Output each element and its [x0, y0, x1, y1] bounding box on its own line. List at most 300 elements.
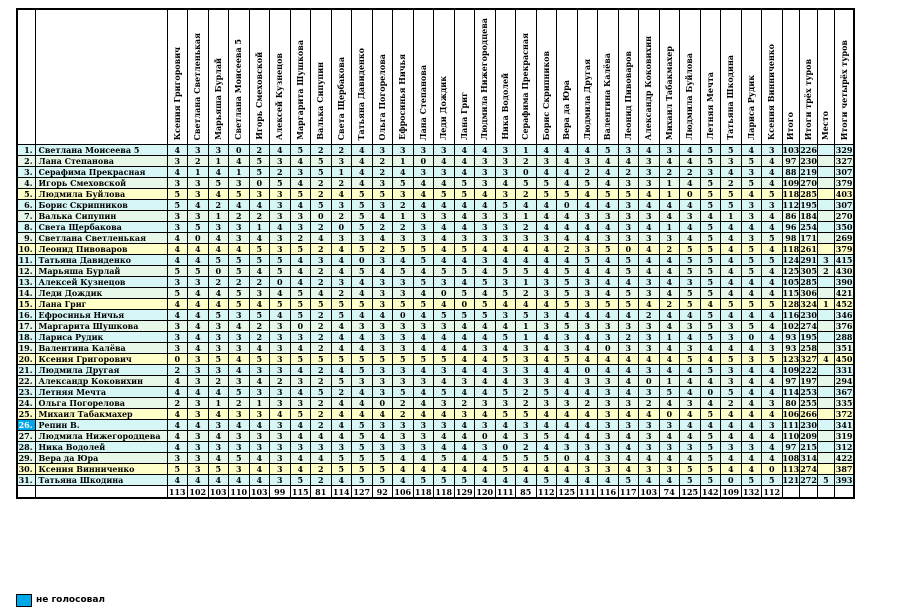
score-cell: 5 [331, 376, 352, 387]
score-cell: 4 [188, 310, 209, 321]
total-three-cell: 209 [800, 431, 817, 441]
total-cell: 105 [782, 277, 800, 287]
score-cell: 4 [762, 288, 783, 299]
score-cell: 4 [741, 343, 762, 354]
score-cell: 3 [434, 420, 455, 431]
score-cell: 5 [454, 244, 475, 255]
score-cell: 4 [331, 244, 352, 255]
score-cell: 4 [536, 266, 557, 277]
score-cell: 3 [516, 233, 537, 244]
legend-label: не голосовал [36, 595, 105, 605]
total-four-cell: 270 [835, 211, 853, 221]
score-cell: 4 [454, 156, 475, 167]
score-cell: 4 [741, 145, 762, 156]
participant-name: Татьяна Давиденко [35, 255, 167, 266]
score-cell: 4 [639, 453, 660, 464]
score-cell: 4 [454, 365, 475, 376]
score-cell: 5 [372, 475, 393, 486]
total-three-cell: 219 [800, 167, 817, 177]
score-cell: 5 [557, 277, 578, 288]
column-total: 116 [599, 486, 617, 497]
score-cell: 1 [659, 178, 680, 189]
score-cell: 3 [413, 211, 434, 222]
score-cell: 4 [290, 365, 311, 376]
score-cell: 4 [557, 387, 578, 398]
score-cell: 2 [618, 332, 639, 343]
score-cell: 2 [577, 398, 598, 409]
score-cell: 4 [413, 332, 434, 343]
row-number: 5. [17, 189, 35, 200]
score-cell: 3 [352, 321, 373, 332]
score-cell: 5 [352, 211, 373, 222]
score-cell: 4 [536, 200, 557, 211]
score-cell: 4 [229, 244, 250, 255]
score-cell: 3 [495, 211, 516, 222]
score-cell: 3 [659, 145, 680, 156]
score-cell: 3 [598, 376, 619, 387]
score-cell: 3 [680, 321, 701, 332]
row-number: 12. [17, 266, 35, 277]
score-cell: 4 [536, 343, 557, 354]
score-cell: 3 [290, 332, 311, 343]
score-cell: 3 [598, 398, 619, 409]
score-cell: 4 [229, 321, 250, 332]
score-cell: 5 [372, 189, 393, 200]
total-three-cell: 305 [800, 266, 817, 276]
column-total: 127 [353, 486, 371, 497]
score-cell: 5 [618, 255, 639, 266]
place-cell [817, 233, 834, 244]
column-header [659, 9, 680, 145]
score-cell: 5 [393, 299, 414, 310]
score-cell: 0 [659, 409, 680, 420]
participant-name: Марьяша Бурлай [35, 266, 167, 277]
score-cell: 5 [618, 189, 639, 200]
score-cell: 4 [434, 464, 455, 475]
score-cell: 4 [598, 255, 619, 266]
score-cell: 4 [618, 464, 639, 475]
score-cell: 4 [290, 464, 311, 475]
score-cell: 5 [434, 475, 455, 486]
column-header [495, 9, 516, 145]
score-cell: 4 [475, 464, 496, 475]
legend [16, 594, 105, 606]
total-three-cell: 285 [800, 277, 817, 287]
column-header [372, 9, 393, 145]
score-cell: 4 [270, 222, 291, 233]
score-cell: 5 [680, 354, 701, 365]
score-cell: 3 [434, 321, 455, 332]
header-number-cell [17, 9, 35, 145]
score-cell: 5 [700, 200, 721, 211]
score-cell: 3 [372, 332, 393, 343]
score-cell: 4 [598, 310, 619, 321]
score-cell: 3 [536, 288, 557, 299]
score-cell: 4 [393, 464, 414, 475]
score-cell: 4 [249, 420, 270, 431]
score-cell: 3 [577, 321, 598, 332]
place-cell [817, 178, 834, 189]
score-cell: 3 [270, 431, 291, 442]
score-cell: 3 [290, 167, 311, 178]
column-header [229, 9, 250, 145]
score-cell: 5 [311, 167, 332, 178]
score-cell: 0 [188, 233, 209, 244]
score-cell: 3 [372, 178, 393, 189]
score-cell: 4 [290, 178, 311, 189]
score-cell: 5 [434, 453, 455, 464]
score-cell: 0 [618, 244, 639, 255]
score-cell: 2 [516, 288, 537, 299]
score-cell: 4 [680, 420, 701, 431]
score-cell: 5 [372, 453, 393, 464]
score-cell: 2 [188, 156, 209, 167]
row-number: 18. [17, 332, 35, 343]
score-cell: 4 [557, 409, 578, 420]
score-cell: 4 [577, 200, 598, 211]
score-cell: 2 [229, 211, 250, 222]
score-cell: 4 [536, 244, 557, 255]
score-cell: 3 [577, 277, 598, 288]
score-cell: 3 [229, 442, 250, 453]
score-cell: 4 [557, 156, 578, 167]
score-cell: 5 [188, 266, 209, 277]
score-cell: 3 [229, 233, 250, 244]
participant-name: Летняя Мечта [35, 387, 167, 398]
score-cell: 3 [413, 376, 434, 387]
column-header [557, 9, 578, 145]
score-cell: 5 [557, 321, 578, 332]
total-four-cell: 327 [835, 156, 853, 166]
score-cell: 3 [290, 376, 311, 387]
footer-name-cell [35, 486, 167, 499]
score-cell: 4 [167, 409, 188, 420]
score-cell: 3 [475, 233, 496, 244]
score-cell: 2 [454, 398, 475, 409]
total-cell: 115 [782, 288, 800, 298]
table-row [17, 277, 854, 288]
score-cell: 4 [454, 167, 475, 178]
total-cell: 111 [782, 420, 800, 430]
score-cell: 1 [659, 189, 680, 200]
score-cell: 4 [557, 420, 578, 431]
score-cell: 5 [557, 288, 578, 299]
score-cell: 2 [229, 277, 250, 288]
column-header-label: Итоги четырёх туров [838, 39, 849, 140]
score-cell: 3 [270, 387, 291, 398]
score-cell: 4 [413, 288, 434, 299]
score-cell: 5 [721, 387, 742, 398]
score-cell: 3 [270, 156, 291, 167]
score-cell: 5 [741, 178, 762, 189]
column-total: 102 [189, 486, 207, 497]
score-cell: 4 [311, 233, 332, 244]
score-cell: 2 [311, 145, 332, 156]
score-cell: 3 [372, 420, 393, 431]
score-cell: 2 [372, 156, 393, 167]
participant-name: Маргарита Шушкова [35, 321, 167, 332]
score-cell: 3 [598, 387, 619, 398]
score-cell: 3 [434, 365, 455, 376]
score-cell: 4 [495, 244, 516, 255]
table-row [17, 189, 854, 200]
score-cell: 3 [516, 343, 537, 354]
score-cell: 4 [270, 310, 291, 321]
total-four-cell: 341 [835, 420, 853, 430]
column-header-label: Леонид Пивоваров [622, 50, 633, 140]
score-cell: 4 [454, 420, 475, 431]
score-cell: 5 [741, 321, 762, 332]
score-cell: 3 [393, 376, 414, 387]
row-number: 10. [17, 244, 35, 255]
score-cell: 5 [700, 332, 721, 343]
score-cell: 4 [618, 365, 639, 376]
score-cell: 4 [290, 156, 311, 167]
legend-swatch [16, 594, 32, 607]
score-cell: 3 [557, 442, 578, 453]
row-number: 7. [17, 211, 35, 222]
score-cell: 3 [495, 222, 516, 233]
score-cell: 5 [229, 266, 250, 277]
total-cell: 114 [782, 387, 800, 397]
score-cell: 2 [311, 475, 332, 486]
score-cell: 2 [311, 189, 332, 200]
score-cell: 3 [639, 178, 660, 189]
score-cell: 3 [577, 288, 598, 299]
participant-name: Алексей Кузнецов [35, 277, 167, 288]
score-cell: 4 [680, 178, 701, 189]
score-cell: 3 [229, 222, 250, 233]
score-cell: 5 [167, 266, 188, 277]
score-cell: 4 [721, 255, 742, 266]
score-cell: 4 [762, 387, 783, 398]
column-header [352, 9, 373, 145]
score-cell: 3 [167, 156, 188, 167]
column-total: 117 [619, 486, 637, 497]
score-cell: 2 [311, 178, 332, 189]
score-cell: 3 [331, 442, 352, 453]
column-header-label: Лана Степанова [417, 64, 428, 140]
table-row [17, 376, 854, 387]
score-cell: 4 [229, 475, 250, 486]
score-cell: 0 [454, 299, 475, 310]
score-cell: 4 [495, 299, 516, 310]
total-three-cell: 195 [800, 332, 817, 342]
table-row [17, 266, 854, 277]
score-cell: 0 [208, 266, 229, 277]
score-cell: 3 [208, 321, 229, 332]
score-cell: 4 [762, 266, 783, 277]
table-row [17, 398, 854, 409]
total-four-cell: 403 [835, 189, 853, 199]
score-cell: 3 [598, 409, 619, 420]
total-four-cell: 415 [835, 255, 853, 265]
score-cell: 5 [700, 442, 721, 453]
score-cell: 3 [229, 376, 250, 387]
score-cell: 5 [762, 255, 783, 266]
score-cell: 4 [700, 354, 721, 365]
score-cell: 3 [741, 200, 762, 211]
score-cell: 5 [700, 475, 721, 486]
score-cell: 3 [270, 200, 291, 211]
score-cell: 4 [372, 409, 393, 420]
score-cell: 5 [290, 299, 311, 310]
score-cell: 3 [639, 420, 660, 431]
score-cell: 4 [167, 167, 188, 178]
score-cell: 4 [208, 233, 229, 244]
score-cell: 4 [454, 387, 475, 398]
score-cell: 4 [454, 453, 475, 464]
score-cell: 4 [577, 343, 598, 354]
score-cell: 2 [659, 244, 680, 255]
column-header-label: Людмила Буйлова [684, 53, 695, 140]
score-cell: 4 [577, 475, 598, 486]
score-cell: 3 [618, 200, 639, 211]
score-cell: 4 [372, 266, 393, 277]
score-cell: 4 [454, 222, 475, 233]
score-cell: 5 [475, 299, 496, 310]
column-header-label: Игорь Смеховской [253, 52, 264, 140]
column-header-label: Ксения Григорович [171, 46, 182, 140]
score-cell: 2 [721, 178, 742, 189]
score-cell: 2 [311, 420, 332, 431]
place-cell: 2 [817, 266, 834, 277]
score-cell: 0 [352, 255, 373, 266]
score-cell: 2 [516, 189, 537, 200]
score-cell: 4 [659, 431, 680, 442]
score-cell: 4 [208, 167, 229, 178]
total-three-cell: 306 [800, 288, 817, 298]
score-cell: 4 [331, 431, 352, 442]
score-cell: 3 [270, 244, 291, 255]
score-cell: 5 [270, 266, 291, 277]
place-cell [817, 156, 834, 167]
score-cell: 3 [413, 420, 434, 431]
table-row [17, 233, 854, 244]
score-cell: 4 [495, 431, 516, 442]
score-cell: 4 [229, 420, 250, 431]
score-cell: 5 [167, 200, 188, 211]
score-cell: 5 [721, 299, 742, 310]
score-cell: 3 [372, 200, 393, 211]
score-cell: 0 [557, 453, 578, 464]
score-cell: 4 [290, 431, 311, 442]
column-header-label: Борис Скрипников [540, 50, 551, 140]
score-cell: 3 [167, 321, 188, 332]
score-cell: 5 [700, 464, 721, 475]
score-cell: 4 [618, 431, 639, 442]
score-cell: 5 [516, 178, 537, 189]
score-cell: 5 [700, 321, 721, 332]
column-header-label: Людмила Нижегородцева [479, 17, 490, 140]
score-cell: 3 [249, 431, 270, 442]
column-header-label: Ефросинья Ничья [397, 54, 408, 140]
score-cell: 3 [331, 233, 352, 244]
score-cell: 5 [659, 387, 680, 398]
score-cell: 3 [229, 178, 250, 189]
participant-name: Светлана Моисеева 5 [35, 145, 167, 156]
score-cell: 5 [434, 266, 455, 277]
table-row [17, 145, 854, 156]
score-cell: 0 [598, 343, 619, 354]
score-cell: 3 [475, 222, 496, 233]
score-cell: 4 [557, 233, 578, 244]
score-cell: 4 [721, 233, 742, 244]
column-header [249, 9, 270, 145]
score-cell: 4 [639, 189, 660, 200]
row-number: 26. [17, 420, 35, 431]
score-cell: 5 [454, 266, 475, 277]
place-cell [817, 398, 834, 409]
score-cell: 3 [167, 332, 188, 343]
total-three-cell: 222 [800, 365, 817, 375]
column-header-label: Светлана Моисеева 5 [233, 39, 244, 140]
total-cell: 118 [782, 244, 800, 254]
score-cell: 3 [290, 442, 311, 453]
column-header-label: Итоги трёх туров [803, 58, 814, 140]
score-cell: 3 [495, 398, 516, 409]
score-cell: 4 [372, 310, 393, 321]
score-cell: 4 [741, 365, 762, 376]
score-cell: 5 [413, 255, 434, 266]
column-header-label: Алексей Кузнецов [274, 53, 285, 140]
score-cell: 3 [618, 343, 639, 354]
score-cell: 2 [311, 277, 332, 288]
participant-name: Лана Степанова [35, 156, 167, 167]
score-cell: 3 [536, 321, 557, 332]
score-cell: 5 [598, 244, 619, 255]
score-cell: 5 [352, 420, 373, 431]
score-cell: 4 [680, 431, 701, 442]
score-cell: 5 [393, 354, 414, 365]
score-cell: 3 [516, 376, 537, 387]
score-cell: 2 [393, 398, 414, 409]
score-cell: 3 [372, 442, 393, 453]
score-cell: 5 [352, 200, 373, 211]
score-cell: 3 [721, 365, 742, 376]
column-total: 114 [332, 486, 350, 497]
score-cell: 4 [331, 475, 352, 486]
table-row [17, 156, 854, 167]
place-cell [817, 343, 834, 354]
column-header-label: Света Щербакова [335, 56, 346, 140]
score-cell: 4 [741, 431, 762, 442]
score-cell: 4 [536, 145, 557, 156]
score-cell: 3 [618, 211, 639, 222]
score-cell: 5 [700, 156, 721, 167]
score-cell: 4 [618, 310, 639, 321]
column-total: 113 [168, 486, 186, 497]
score-cell: 5 [454, 310, 475, 321]
score-cell: 4 [536, 442, 557, 453]
participant-name: Валька Сипупин [35, 211, 167, 222]
score-cell: 4 [454, 255, 475, 266]
score-cell: 5 [495, 464, 516, 475]
score-cell: 3 [167, 211, 188, 222]
place-cell [817, 167, 834, 178]
participant-name: Ольга Погорелова [35, 398, 167, 409]
score-cell: 4 [577, 431, 598, 442]
score-cell: 4 [536, 211, 557, 222]
score-cell: 5 [618, 266, 639, 277]
total-three-cell: 184 [800, 211, 817, 221]
score-cell: 0 [680, 189, 701, 200]
score-cell: 5 [700, 189, 721, 200]
place-cell [817, 211, 834, 222]
score-cell: 5 [536, 431, 557, 442]
score-cell: 4 [721, 431, 742, 442]
score-cell: 2 [270, 376, 291, 387]
